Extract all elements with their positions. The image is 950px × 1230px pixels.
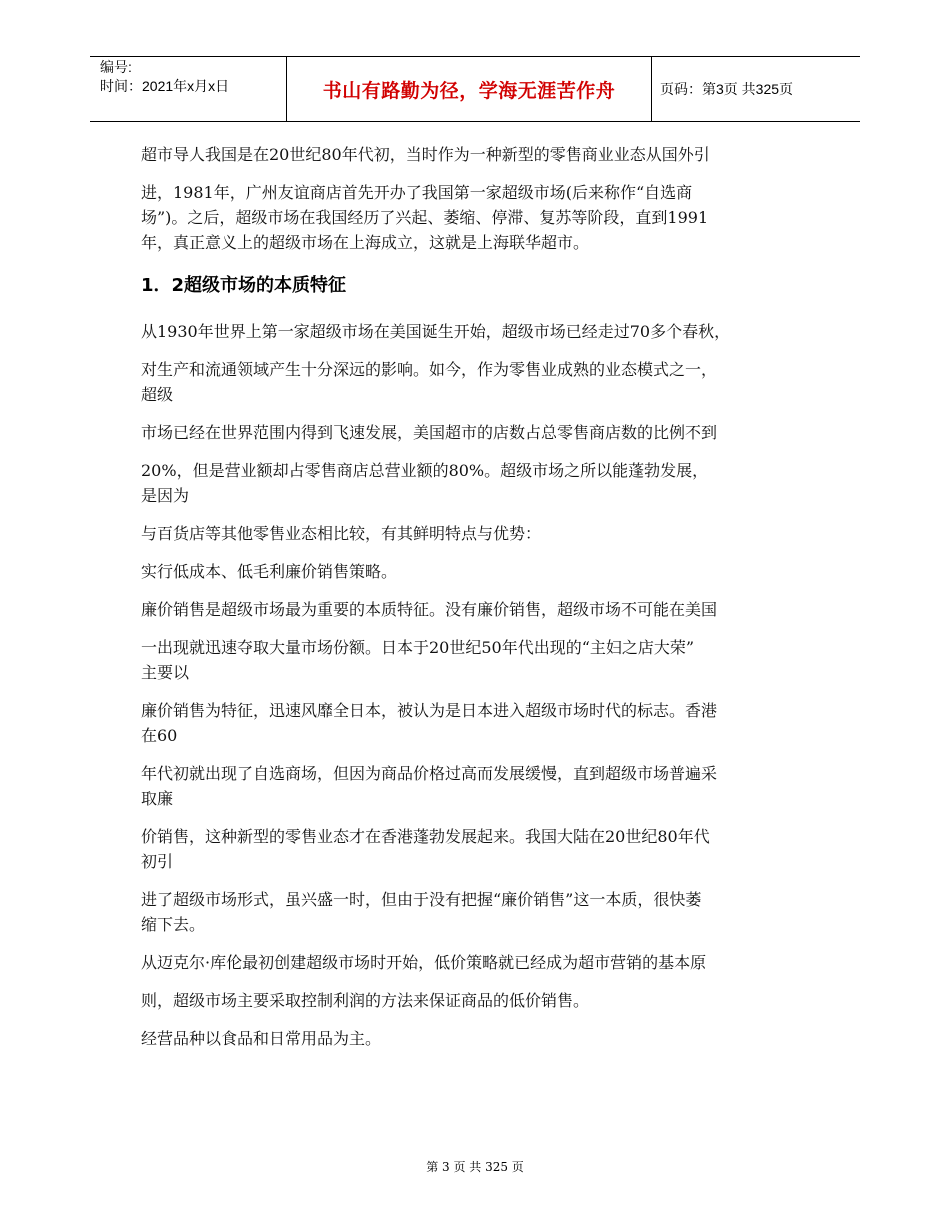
paragraph-line: 从迈克尔·库伦最初创建超级市场时开始，低价策略就已经成为超市营销的基本原 (141, 953, 707, 972)
paragraph-line: 在60 (141, 726, 178, 745)
paragraph-line: 进，1981年，广州友谊商店首先开办了我国第一家超级市场(后来称作“自选商 (141, 183, 693, 202)
header-meta (100, 58, 229, 96)
paragraph-line: 与百货店等其他零售业态相比较，有其鲜明特点与优势： (141, 524, 542, 543)
paragraph-line: 廉价销售是超级市场最为重要的本质特征。没有廉价销售，超级市场不可能在美国 (141, 600, 718, 619)
paragraph-line: 年代初就出现了自选商场，但因为商品价格过高而发展缓慢，直到超级市场普遍采 (141, 764, 718, 783)
paragraph-line: 是因为 (141, 486, 190, 505)
header-top-rule (90, 56, 860, 57)
header-bottom-rule (90, 121, 860, 122)
paragraph-line: 进了超级市场形式，虽兴盛一时，但由于没有把握“廉价销售”这一本质，很快萎 (141, 890, 702, 909)
paragraph-line: 一出现就迅速夺取大量市场份额。日本于20世纪50年代出现的“主妇之店大荣” (141, 638, 695, 657)
document-body (141, 142, 821, 1051)
paragraph-line: 则，超级市场主要采取控制利润的方法来保证商品的低价销售。 (141, 991, 590, 1010)
paragraph-line: 20%，但是营业额却占零售商店总营业额的80%。超级市场之所以能蓬勃发展， (141, 461, 709, 480)
paragraph-line: 超级 (141, 385, 174, 404)
header-motto: 书山有路勤为径，学海无涯苦作舟 (322, 80, 616, 102)
paragraph-line: 取廉 (141, 789, 174, 808)
section-heading: 1．2超级市场的本质特征 (141, 275, 347, 296)
paragraph-line: 廉价销售为特征，迅速风靡全日本，被认为是日本进入超级市场时代的标志。香港 (141, 701, 718, 720)
time-label: 时间：2021年x月x日 (100, 78, 230, 94)
paragraph-line: 实行低成本、低毛利廉价销售策略。 (141, 562, 398, 581)
paragraph-line: 场”)。之后，超级市场在我国经历了兴起、萎缩、停滞、复苏等阶段，直到1991 (141, 208, 709, 227)
paragraph-line: 缩下去。 (141, 915, 206, 934)
header-page-code: 页码：第3页 共325页 (660, 81, 794, 97)
paragraph-line: 市场已经在世界范围内得到飞速发展，美国超市的店数占总零售商店数的比例不到 (141, 423, 718, 442)
header-divider-right (651, 56, 652, 121)
paragraph-line: 超市导人我国是在20世纪80年代初，当时作为一种新型的零售商业业态从国外引 (141, 145, 710, 164)
paragraph-line: 价销售，这种新型的零售业态才在香港蓬勃发展起来。我国大陆在20世纪80年代 (141, 827, 710, 846)
page-footer: 第 3 页 共 325 页 (426, 1160, 524, 1174)
serial-label: 编号: (100, 59, 132, 75)
paragraph-line: 经营品种以食品和日常用品为主。 (141, 1029, 382, 1048)
paragraph-line: 从1930年世界上第一家超级市场在美国诞生开始，超级市场已经走过70多个春秋， (141, 322, 731, 341)
paragraph-line: 主要以 (141, 663, 190, 682)
paragraph-line: 年，真正意义上的超级市场在上海成立，这就是上海联华超市。 (141, 233, 590, 252)
paragraph-line: 对生产和流通领域产生十分深远的影响。如今，作为零售业成熟的业态模式之一， (141, 360, 718, 379)
paragraph-line: 初引 (141, 852, 174, 871)
